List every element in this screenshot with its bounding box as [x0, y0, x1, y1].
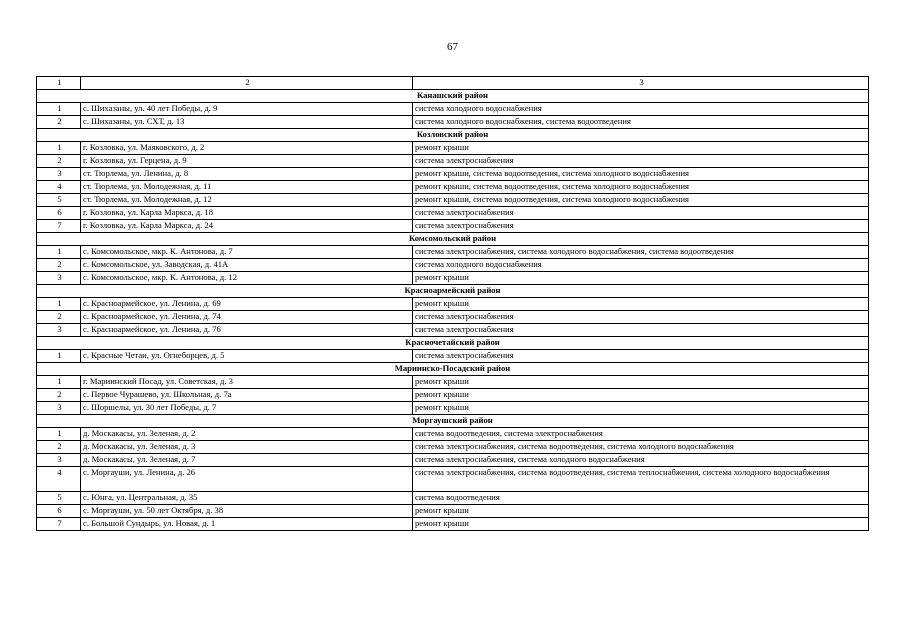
- row-address: с. Красные Четаи, ул. Огнеборцев, д. 5: [81, 350, 413, 363]
- row-work: ремонт крыши: [413, 402, 869, 415]
- row-number: 4: [37, 181, 81, 194]
- row-work: система водоотведения: [413, 492, 869, 505]
- row-number: 5: [37, 492, 81, 505]
- row-work: система электроснабжения, система холодного водоснабжения: [413, 454, 869, 467]
- row-number: 3: [37, 402, 81, 415]
- row-number: 1: [37, 298, 81, 311]
- row-address: д. Москакасы, ул. Зеленая, д. 3: [81, 441, 413, 454]
- row-number: 7: [37, 518, 81, 531]
- row-work: ремонт крыши: [413, 389, 869, 402]
- row-address: г. Козловка, ул. Карла Маркса, д. 24: [81, 220, 413, 233]
- header-col-number: 1: [37, 77, 81, 90]
- row-address: д. Москакасы, ул. Зеленая, д. 7: [81, 454, 413, 467]
- table-body: [37, 77, 869, 531]
- table-row: [37, 155, 869, 168]
- table-row: [37, 389, 869, 402]
- row-address: ст. Тюрлема, ул. Молодежная, д. 12: [81, 194, 413, 207]
- row-address: ст. Тюрлема, ул. Ленина, д. 8: [81, 168, 413, 181]
- row-work: система холодного водоснабжения, система водоотведения: [413, 116, 869, 129]
- row-number: 5: [37, 194, 81, 207]
- row-number: 1: [37, 142, 81, 155]
- row-number: 1: [37, 376, 81, 389]
- table-row: [37, 272, 869, 285]
- row-work: система электроснабжения: [413, 311, 869, 324]
- row-work: система холодного водоснабжения: [413, 259, 869, 272]
- row-work: ремонт крыши, система водоотведения, система холодного водоснабжения: [413, 168, 869, 181]
- district-header-row: [37, 129, 869, 142]
- row-address: г. Козловка, ул. Герцена, д. 9: [81, 155, 413, 168]
- row-number: 2: [37, 311, 81, 324]
- table-row: [37, 168, 869, 181]
- table-row: [37, 311, 869, 324]
- district-name: Моргаушский район: [37, 415, 869, 428]
- table-row: [37, 492, 869, 505]
- table-row: [37, 259, 869, 272]
- row-work: ремонт крыши: [413, 376, 869, 389]
- row-work: система электроснабжения, система водоотведения, система холодного водоснабжения: [413, 441, 869, 454]
- row-work: ремонт крыши: [413, 298, 869, 311]
- table-row: [37, 298, 869, 311]
- row-number: 2: [37, 441, 81, 454]
- table-row: [37, 207, 869, 220]
- table-row: [37, 246, 869, 259]
- row-work: система холодного водоснабжения: [413, 103, 869, 116]
- table-row: [37, 428, 869, 441]
- district-header-row: [37, 337, 869, 350]
- row-number: 2: [37, 259, 81, 272]
- row-address: д. Москакасы, ул. Зеленая, д. 2: [81, 428, 413, 441]
- row-number: 1: [37, 350, 81, 363]
- row-work: ремонт крыши: [413, 272, 869, 285]
- row-number: 3: [37, 324, 81, 337]
- district-header-row: [37, 90, 869, 103]
- row-number: 6: [37, 505, 81, 518]
- row-number: 3: [37, 272, 81, 285]
- row-number: 2: [37, 116, 81, 129]
- row-address: г. Козловка, ул. Маяковского, д. 2: [81, 142, 413, 155]
- header-row: [37, 77, 869, 90]
- table-row: [37, 142, 869, 155]
- table-row: [37, 103, 869, 116]
- table-row: [37, 116, 869, 129]
- district-name: Комсомольский район: [37, 233, 869, 246]
- row-number: 1: [37, 246, 81, 259]
- table-row: [37, 402, 869, 415]
- row-address: с. Шоршелы, ул. 30 лет Победы, д. 7: [81, 402, 413, 415]
- row-number: 1: [37, 428, 81, 441]
- table-row: [37, 181, 869, 194]
- row-address: с. Шихазаны, ул. 40 лет Победы, д. 9: [81, 103, 413, 116]
- row-address: с. Большой Сундырь, ул. Новая, д. 1: [81, 518, 413, 531]
- row-work: ремонт крыши: [413, 142, 869, 155]
- table-row: [37, 518, 869, 531]
- row-work: система электроснабжения, система водоотведения, система теплоснабжения, система холодного водоснабжения: [413, 467, 869, 492]
- district-name: Красночетайский район: [37, 337, 869, 350]
- row-work: система электроснабжения: [413, 207, 869, 220]
- row-address: ст. Тюрлема, ул. Молодежная, д. 11: [81, 181, 413, 194]
- row-address: с. Шихазаны, ул. СХТ, д. 13: [81, 116, 413, 129]
- district-name: Красноармейский район: [37, 285, 869, 298]
- row-address: с. Красноармейское, ул. Ленина, д. 76: [81, 324, 413, 337]
- header-col-address: 2: [81, 77, 413, 90]
- table-row: [37, 454, 869, 467]
- table-row: [37, 194, 869, 207]
- page-number: 67: [447, 41, 458, 53]
- row-work: система электроснабжения: [413, 350, 869, 363]
- table-row: [37, 467, 869, 492]
- table-row: [37, 220, 869, 233]
- district-name: Канашский район: [37, 90, 869, 103]
- row-address: с. Юнга, ул. Центральная, д. 35: [81, 492, 413, 505]
- row-address: г. Мариинский Посад, ул. Советская, д. 3: [81, 376, 413, 389]
- row-work: система электроснабжения, система холодного водоснабжения, система водоотведения: [413, 246, 869, 259]
- row-number: 3: [37, 168, 81, 181]
- row-address: г. Козловка, ул. Карла Маркса, д. 18: [81, 207, 413, 220]
- district-header-row: [37, 285, 869, 298]
- district-header-row: [37, 415, 869, 428]
- row-address: с. Комсомольское, ул. Заводская, д. 41А: [81, 259, 413, 272]
- row-number: 1: [37, 103, 81, 116]
- row-address: с. Комсомольское, мкр. К. Антонова, д. 12: [81, 272, 413, 285]
- row-work: ремонт крыши, система водоотведения, система холодного водоснабжения: [413, 181, 869, 194]
- row-address: с. Красноармейское, ул. Ленина, д. 74: [81, 311, 413, 324]
- table-row: [37, 324, 869, 337]
- table-row: [37, 376, 869, 389]
- row-work: система электроснабжения: [413, 324, 869, 337]
- row-work: система водоотведения, система электроснабжения: [413, 428, 869, 441]
- table-row: [37, 350, 869, 363]
- row-work: система электроснабжения: [413, 220, 869, 233]
- district-name: Козловский район: [37, 129, 869, 142]
- row-address: с. Красноармейское, ул. Ленина, д. 69: [81, 298, 413, 311]
- table-row: [37, 441, 869, 454]
- table-row: [37, 505, 869, 518]
- row-address: с. Моргауши, ул. Ленина, д. 26: [81, 467, 413, 492]
- header-col-work: 3: [413, 77, 869, 90]
- row-address: с. Первое Чурашево, ул. Школьная, д. 7а: [81, 389, 413, 402]
- row-number: 2: [37, 155, 81, 168]
- repair-table: [36, 76, 869, 531]
- district-header-row: [37, 233, 869, 246]
- row-work: ремонт крыши, система водоотведения, система холодного водоснабжения: [413, 194, 869, 207]
- row-number: 6: [37, 207, 81, 220]
- row-work: система электроснабжения: [413, 155, 869, 168]
- district-name: Мариинско-Посадский район: [37, 363, 869, 376]
- row-address: с. Комсомольское, мкр. К. Антонова, д. 7: [81, 246, 413, 259]
- row-work: ремонт крыши: [413, 505, 869, 518]
- row-work: ремонт крыши: [413, 518, 869, 531]
- row-number: 7: [37, 220, 81, 233]
- row-number: 4: [37, 467, 81, 492]
- row-number: 3: [37, 454, 81, 467]
- district-header-row: [37, 363, 869, 376]
- row-address: с. Моргауши, ул. 50 лет Октября, д. 38: [81, 505, 413, 518]
- row-number: 2: [37, 389, 81, 402]
